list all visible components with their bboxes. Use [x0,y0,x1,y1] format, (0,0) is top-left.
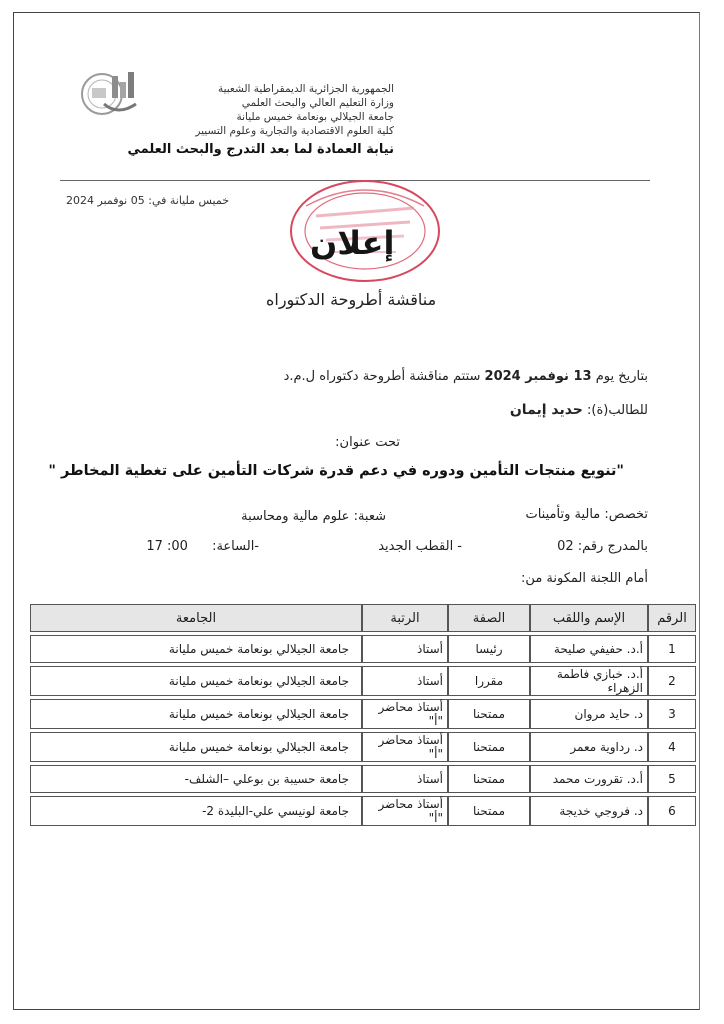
branch-value: علوم مالية ومحاسبة [241,509,350,524]
member-university: جامعة حسيبة بن بوعلي –الشلف- [30,765,362,793]
letterhead-university: جامعة الجيلالي بونعامة خميس مليانة [236,111,394,123]
branch-line [241,509,386,524]
table-row [30,796,696,826]
row-number: 3 [648,699,696,729]
committee-header-row [30,604,696,632]
student-name: حديد إيمان [509,402,583,418]
table-row [30,635,696,663]
committee-table [30,601,696,829]
hall-value: 02 [557,539,574,554]
time-line [146,539,259,554]
committee-label: أمام اللجنة المكونة من: [521,571,648,586]
col-role: الصفة [448,604,530,632]
member-university: جامعة لونيسي علي-البليدة 2- [30,796,362,826]
issue-date: خميس مليانة في: 05 نوفمبر 2024 [66,194,230,207]
thesis-title: "تنويع منتجات التأمين ودوره في دعم قدرة شركات التأمين على تغطية المخاطر " [48,463,624,479]
letterhead-office: نيابة العمادة لما بعد التدرج والبحث العلمي [127,142,394,157]
letterhead [74,82,394,157]
row-number: 4 [648,732,696,762]
member-name: أ.د. خبازي فاطمة الزهراء [530,666,648,696]
member-name: د. حايد مروان [530,699,648,729]
hall-label: بالمدرج رقم: [577,539,648,554]
member-rank: أستاذ [362,666,448,696]
time-value: 00: 17 [146,539,188,554]
letterhead-faculty: كلية العلوم الاقتصادية والتجارية وعلوم التسيير [195,125,394,137]
defence-date-suffix: ستتم مناقشة أطروحة دكتوراه ل.م.د [283,369,481,384]
col-name: الإسم واللقب [530,604,648,632]
col-rank: الرتبة [362,604,448,632]
row-number: 5 [648,765,696,793]
table-row [30,765,696,793]
member-rank: أستاذ [362,765,448,793]
member-role: مقررا [448,666,530,696]
member-university: جامعة الجيلالي بونعامة خميس مليانة [30,666,362,696]
student-line [510,402,648,418]
member-role: ممتحنا [448,732,530,762]
letterhead-ministry: وزارة التعليم العالي والبحث العلمي [241,97,394,109]
member-role: ممتحنا [448,796,530,826]
defence-date-label: بتاريخ يوم [595,369,648,384]
table-row [30,732,696,762]
table-row [30,699,696,729]
member-rank: أستاذ [362,635,448,663]
member-role: ممتحنا [448,765,530,793]
col-university: الجامعة [30,604,362,632]
member-name: د. فروجي خديجة [530,796,648,826]
col-number: الرقم [648,604,696,632]
member-university: جامعة الجيلالي بونعامة خميس مليانة [30,732,362,762]
announcement-title: إعلان [310,224,395,262]
branch-label: شعبة: [353,509,386,524]
table-row [30,666,696,696]
member-role: رئيسا [448,635,530,663]
announcement-subtitle: مناقشة أطروحة الدكتوراه [266,290,437,309]
row-number: 6 [648,796,696,826]
member-rank: أستاذ محاضر "أ" [362,796,448,826]
member-university: جامعة الجيلالي بونعامة خميس مليانة [30,635,362,663]
member-name: أ.د. حفيفي صليحة [530,635,648,663]
thesis-title-label: تحت عنوان: [335,435,400,450]
member-rank: أستاذ محاضر "أ" [362,699,448,729]
student-label: للطالب(ة): [587,403,648,418]
specialty-label: تخصص: [604,507,648,522]
campus: - القطب الجديد [378,539,462,554]
time-label: -الساعة: [212,539,259,554]
letterhead-republic: الجمهورية الجزائرية الديمقراطية الشعبية [217,83,394,95]
member-name: أ.د. تقرورت محمد [530,765,648,793]
specialty-line [525,507,648,522]
row-number: 1 [648,635,696,663]
row-number: 2 [648,666,696,696]
hall-line [557,539,648,554]
defence-date-line [284,369,648,384]
defence-date-value: 13 نوفمبر 2024 [484,369,592,384]
member-university: جامعة الجيلالي بونعامة خميس مليانة [30,699,362,729]
member-rank: أستاذ محاضر "أ" [362,732,448,762]
specialty-value: مالية وتأمينات [525,507,601,522]
member-role: ممتحنا [448,699,530,729]
member-name: د. رداوية معمر [530,732,648,762]
